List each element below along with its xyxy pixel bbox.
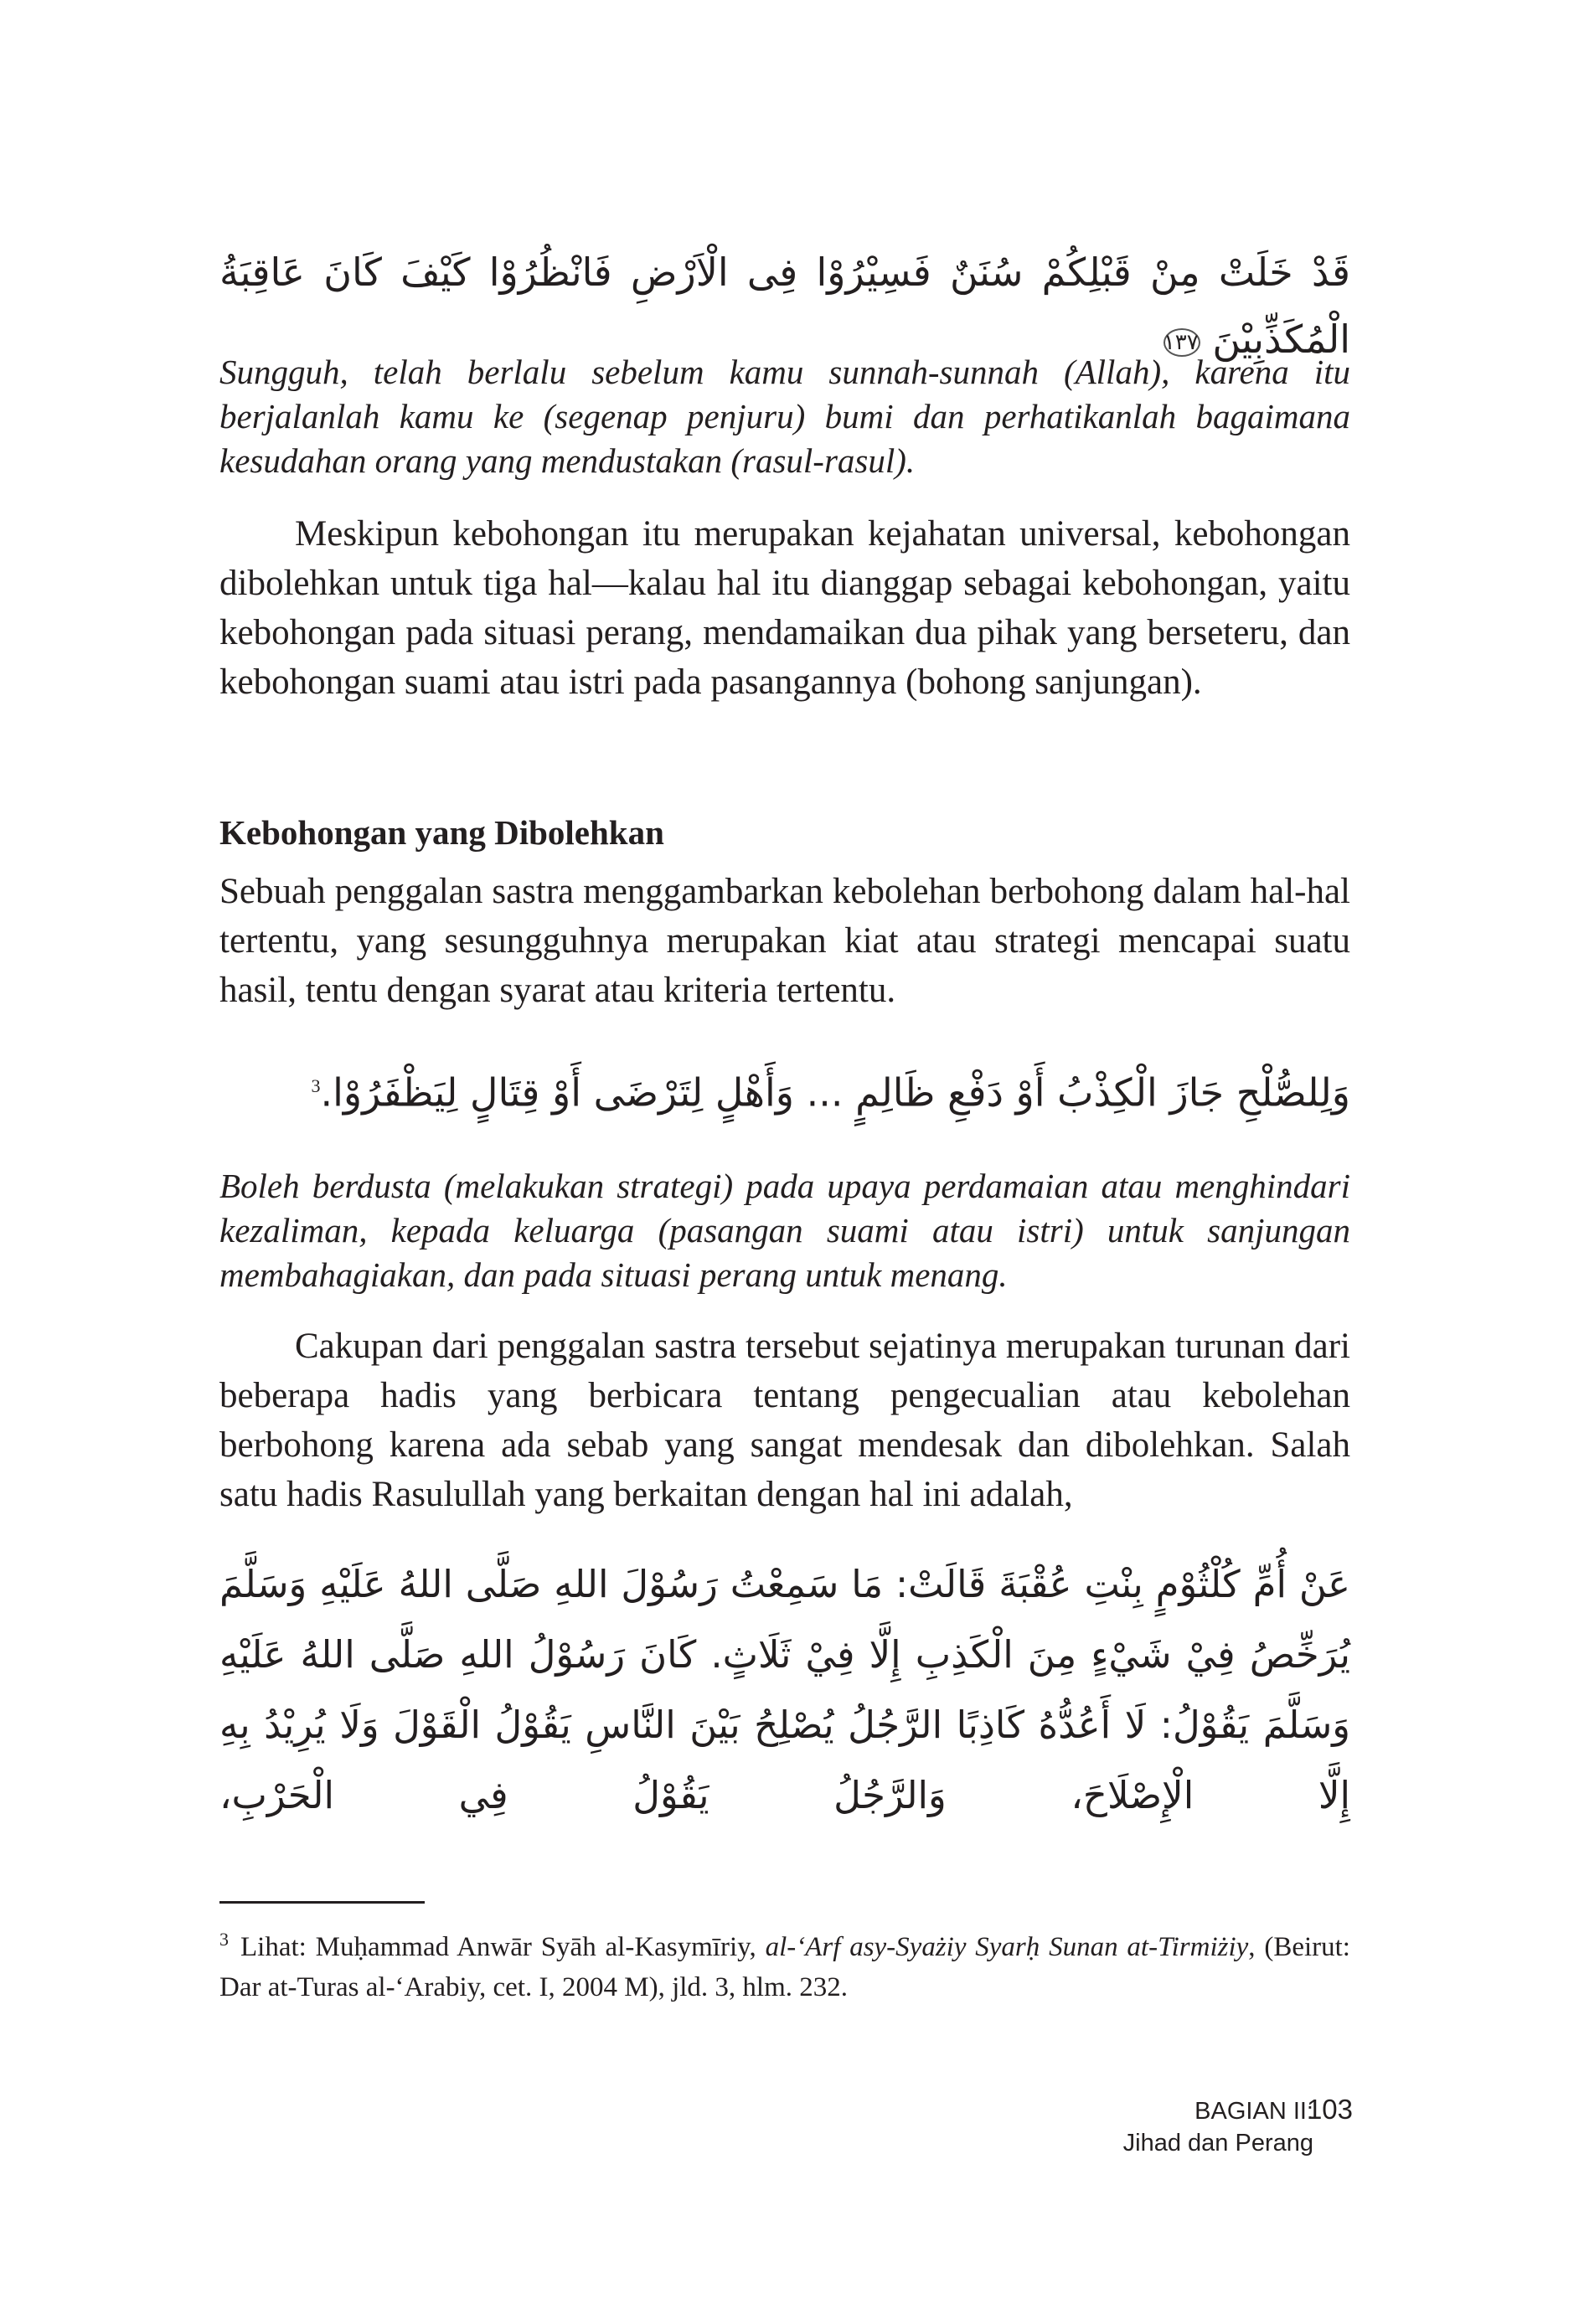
footnote <box>219 1919 1350 2007</box>
section-heading: Kebohongan yang Dibolehkan <box>219 813 664 852</box>
verse-translation: Sungguh, telah berlalu sebelum kamu sunnah-sunnah (Allah), karena itu berjalanlah kamu ke (segenap penjuru) bumi dan perhatikanlah bagaimana kesudahan orang yang mendustakan (rasul-rasul). <box>219 353 1350 480</box>
poem-translation: Boleh berdusta (melakukan strategi) pada upaya perdamaian atau menghindari kezaliman, kepada keluarga (pasangan suami atau istri) untuk sanjungan membahagiakan, dan pada situasi perang untuk menang. <box>219 1167 1350 1294</box>
footer-part-label: BAGIAN II: <box>1194 2098 1313 2125</box>
paragraph-3: Cakupan dari penggalan sastra tersebut sejatinya merupakan turunan dari beberapa hadis yang berbicara tentang pengecualian atau kebolehan berbohong karena ada sebab yang sangat mendesak dan dibolehkan. Salah satu hadis Rasulullah yang berkaitan dengan hal ini adalah, <box>219 1327 1350 1514</box>
footnote-text-1: Lihat: Muḥammad Anwār Syāh al-Kasymīriy, <box>240 1932 766 1962</box>
arabic-poem-text: وَلِلصُّلْحِ جَازَ الْكِذْبُ أَوْ دَفْعِ ظَالِمٍ ... وَأَهْلٍ لِتَرْضَى أَوْ قِتَالٍ لِيَظْفَرُوْا. <box>320 1069 1350 1116</box>
arabic-poem <box>219 1051 1350 1127</box>
running-footer <box>1062 2095 1313 2159</box>
paragraph-1: Meskipun kebohongan itu merupakan kejahatan universal, kebohongan dibolehkan untuk tiga hal—kalau hal itu dianggap sebagai kebohongan, yaitu kebohongan pada situasi perang, mendamaikan dua pihak yang berseteru, dan kebohongan suami atau istri pada pasangannya (bohong sanjungan). <box>219 514 1350 702</box>
footnote-book-title: al-‘Arf asy-Syażiy Syarḥ Sunan at-Tirmiżiy <box>765 1932 1249 1962</box>
footnote-separator <box>219 1901 425 1904</box>
verse-number-marker: ١٣٧ <box>1163 329 1199 355</box>
paragraph-2: Sebuah penggalan sastra menggambarkan kebolehan berbohong dalam hal-hal tertentu, yang sesungguhnya merupakan kiat atau strategi mencapai suatu hasil, tentu dengan syarat atau kriteria tertentu. <box>219 872 1350 1010</box>
footnote-text-2: , (Beirut: Dar at-Turas al-‘Arabiy, cet. I, 2004 M), jld. 3, hlm. 232. <box>219 1932 1350 2002</box>
footer-chapter-title: Jihad dan Perang <box>1122 2130 1313 2157</box>
footnote-reference[interactable]: 3 <box>311 1075 321 1096</box>
arabic-hadith: عَنْ أُمِّ كُلْثُوْمٍ بِنْتِ عُقْبَةَ قَالَتْ: مَا سَمِعْتُ رَسُوْلَ اللهِ صَلَّى اللهُ عَلَيْهِ وَسَلَّمَ يُرَخِّصُ فِيْ شَيْءٍ مِنَ الْكَذِبِ إِلَّا فِيْ ثَلَاثٍ. كَانَ رَسُوْلُ اللهِ صَلَّى اللهُ عَلَيْهِ وَسَلَّمَ يَقُوْلُ: لَا أَعُدُّهُ كَاذِبًا الرَّجُلُ يُصْلِحُ بَيْنَ النَّاسِ يَقُوْلُ الْقَوْلَ وَلَا يُرِيْدُ بِهِ إِلَّا الْإِصْلَاحَ، وَالرَّجُلُ يَقُوْلُ فِي الْحَرْبِ، <box>219 1562 1350 1817</box>
arabic-verse-text: قَدْ خَلَتْ مِنْ قَبْلِكُمْ سُنَنٌ فَسِيْرُوْا فِى الْاَرْضِ فَانْظُرُوْا كَيْفَ كَانَ عَاقِبَةُ الْمُكَذِّبِيْنَ <box>219 250 1350 362</box>
footnote-number: 3 <box>219 1929 229 1950</box>
page-number: 103 <box>1306 2094 1353 2125</box>
